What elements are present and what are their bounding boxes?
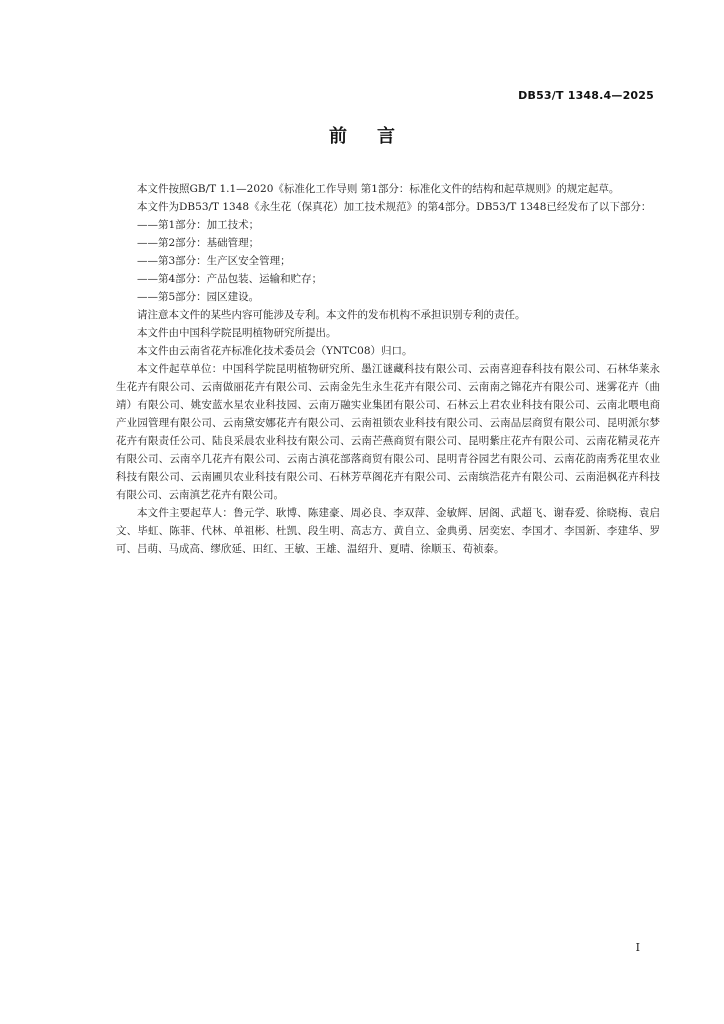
centralized-unit-paragraph: 本文件由云南省花卉标准化技术委员会（YNTC08）归口。 <box>137 345 413 357</box>
document-code: DB53/T 1348.4—2025 <box>518 89 654 102</box>
series-part-paragraph: 本文件为DB53/T 1348《永生花（保真花）加工技术规范》的第4部分。DB53/T 1348已经发布了以下部分： <box>137 201 652 213</box>
list-item: ——第4部分：产品包装、运输和贮存； <box>137 273 323 285</box>
drafters-paragraph: 本文件主要起草人：鲁元学、耿博、陈建豪、周必良、李双萍、金敏辉、居阁、武超飞、谢春爱、徐晓梅、袁启文、毕虹、陈菲、代林、单祖彬、杜凯、段生明、高志方、黄自立、金典勇、居奕宏、李国才、李国新、李建华、罗可、吕萌、马成高、缪欣延、田红、王敏、王雄、温绍升、夏晴、徐顺玉、荀祯泰。 <box>116 507 660 555</box>
drafting-units-paragraph: 本文件起草单位：中国科学院昆明植物研究所、墨江谜藏科技有限公司、云南喜迎春科技有限公司、石林华莱永生花卉有限公司、云南做丽花卉有限公司、云南金先生永生花卉有限公司、云南南之锦花卉有限公司、迷雾花卉（曲靖）有限公司、姚安蓝水星农业科技园、云南万融实业集团有限公司、石林云上君农业科技有限公司、云南北喂电商产业园管理有限公司、云南黛安娜花卉有限公司、云南祖锁农业科技有限公司、云南品层商贸有限公司、昆明派尔梦花卉有限责任公司、陆良采晨农业科技有限公司、云南芒燕商贸有限公司、昆明紫庄花卉有限公司、云南花精灵花卉有限公司、云南卒几花卉有限公司、云南古滇花部落商贸有限公司、昆明青谷园艺有限公司、云南花韵南秀花里农业科技有限公司、云南圃贝农业科技有限公司、石林芳草阁花卉有限公司、云南缤浩花卉有限公司、云南浥枫花卉科技有限公司、云南滇艺花卉有限公司。 <box>116 363 660 501</box>
page-title: 前言 <box>329 126 425 147</box>
patent-notice-paragraph: 请注意本文件的某些内容可能涉及专利。本文件的发布机构不承担识别专利的责任。 <box>137 309 526 321</box>
list-item: ——第1部分：加工技术； <box>137 219 260 231</box>
list-item: ——第3部分：生产区安全管理； <box>137 255 291 267</box>
drafting-rule-paragraph: 本文件按照GB/T 1.1—2020《标准化工作导则 第1部分：标准化文件的结构和起草规则》的规定起草。 <box>137 183 620 195</box>
list-item: ——第2部分：基础管理； <box>137 237 260 249</box>
list-item: ——第5部分：园区建设。 <box>137 291 260 303</box>
page-number: I <box>635 941 640 954</box>
proposer-paragraph: 本文件由中国科学院昆明植物研究所提出。 <box>137 327 337 339</box>
preface-body <box>116 180 660 558</box>
